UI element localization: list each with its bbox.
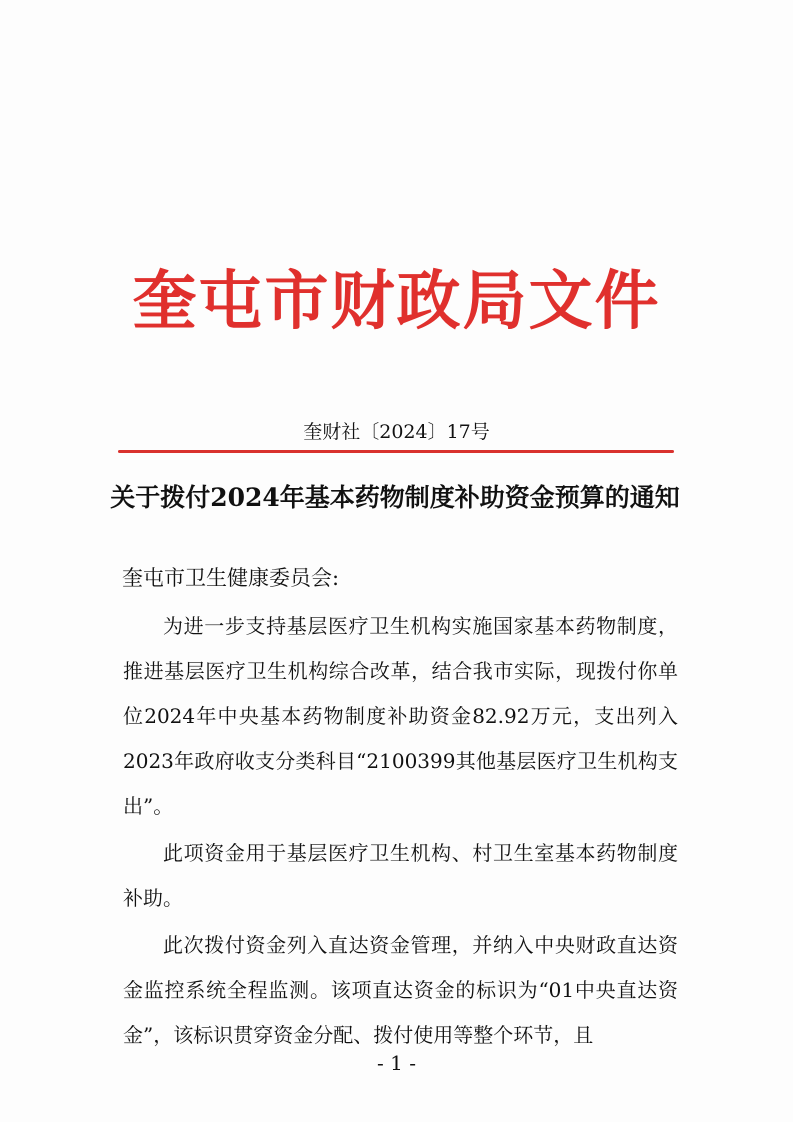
body-paragraph: 为进一步支持基层医疗卫生机构实施国家基本药物制度，推进基层医疗卫生机构综合改革，结合我市实际，现拨付你单位2024年中央基本药物制度补助资金82.92万元，支出列入2023年政府收支分类科目“2100399其他基层医疗卫生机构支出”。 (123, 614, 678, 818)
document-number: 奎财社〔2024〕17号 (303, 421, 490, 443)
masthead-title: 奎屯市财政局文件 (132, 264, 661, 339)
notice-title: 关于拨付2024年基本药物制度补助资金预算的通知 (110, 483, 680, 512)
salutation: 奎屯市卫生健康委员会: (122, 566, 340, 590)
page-number: - 1 - (377, 1051, 416, 1075)
red-divider-line (118, 450, 674, 453)
notice-body (123, 604, 678, 1058)
body-paragraph: 此项资金用于基层医疗卫生机构、村卫生室基本药物制度补助。 (123, 841, 678, 910)
body-paragraph: 此次拨付资金列入直达资金管理，并纳入中央财政直达资金监控系统全程监测。该项直达资金的标识为“01中央直达资金”，该标识贯穿资金分配、拨付使用等整个环节，且 (123, 933, 678, 1047)
